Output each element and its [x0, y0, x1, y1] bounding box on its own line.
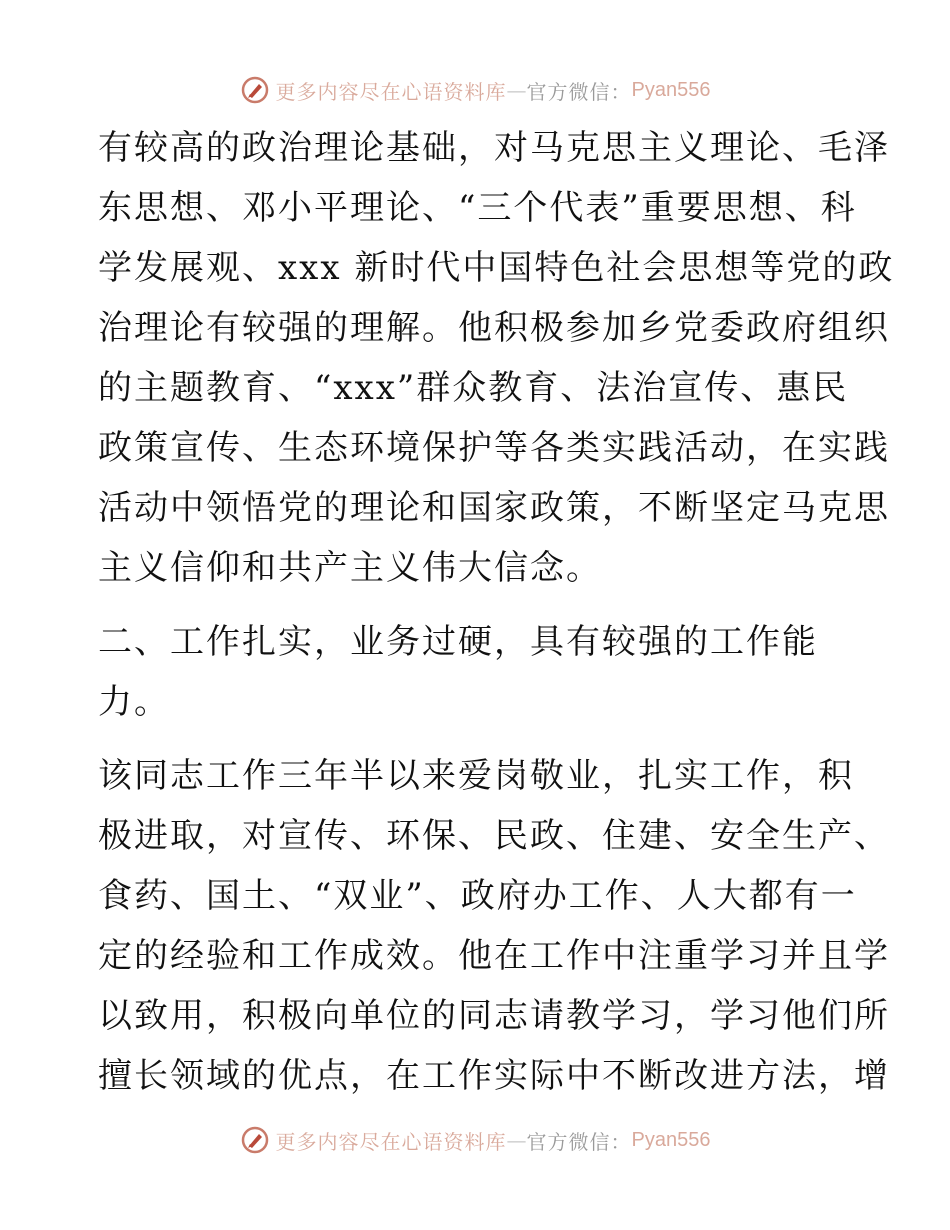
text-line: 主义信仰和共产主义伟大信念。 [98, 548, 602, 588]
text-line: 东思想、邓小平理论、“三个代表”重要思想、科 [98, 188, 857, 228]
banner-separator: — [506, 1128, 527, 1152]
header-banner [0, 70, 950, 110]
text-line: 该同志工作三年半以来爱岗敬业，扎实工作，积 [98, 756, 854, 796]
document-body [98, 118, 895, 1106]
text-line: 治理论有较强的理解。他积极参加乡党委政府组织 [98, 308, 890, 348]
brand-text: 更多内容尽在心语资料库 [275, 1129, 507, 1154]
official-label: 官方微信： [526, 1129, 632, 1154]
wechat-id: Pyan556 [631, 1128, 711, 1151]
text-line: 以致用，积极向单位的同志请教学习，学习他们所 [98, 996, 890, 1036]
text-line: 定的经验和工作成效。他在工作中注重学习并且学 [98, 936, 890, 976]
pen-nib-circle-icon [240, 1125, 270, 1155]
brand-text: 更多内容尽在心语资料库 [275, 79, 507, 104]
text-line: 活动中领悟党的理论和国家政策，不断坚定马克思 [98, 488, 890, 528]
text-line: 有较高的政治理论基础，对马克思主义理论、毛泽 [98, 128, 890, 168]
text-line: 二、工作扎实，业务过硬，具有较强的工作能 [98, 622, 818, 662]
text-line: 极进取，对宣传、环保、民政、住建、安全生产、 [98, 816, 890, 856]
text-line: 政策宣传、生态环境保护等各类实践活动，在实践 [98, 428, 890, 468]
wechat-id: Pyan556 [631, 78, 711, 101]
text-line: 力。 [98, 682, 170, 722]
section-heading-2 [98, 612, 858, 732]
paragraph-gap [98, 598, 858, 612]
footer-banner [0, 1120, 950, 1160]
pen-nib-circle-icon [240, 75, 270, 105]
paragraph-1 [98, 118, 895, 598]
text-line: 擅长领域的优点，在工作实际中不断改进方法，增 [98, 1056, 890, 1096]
paragraph-3 [98, 746, 890, 1106]
paragraph-gap [98, 732, 858, 746]
text-line: 的主题教育、“xxx”群众教育、法治宣传、惠民 [98, 368, 849, 408]
text-line: 食药、国土、“双业”、政府办工作、人大都有一 [98, 876, 857, 916]
official-label: 官方微信： [526, 79, 632, 104]
text-line: 学发展观、xxx 新时代中国特色社会思想等党的政 [98, 248, 895, 288]
banner-separator: — [506, 78, 527, 102]
